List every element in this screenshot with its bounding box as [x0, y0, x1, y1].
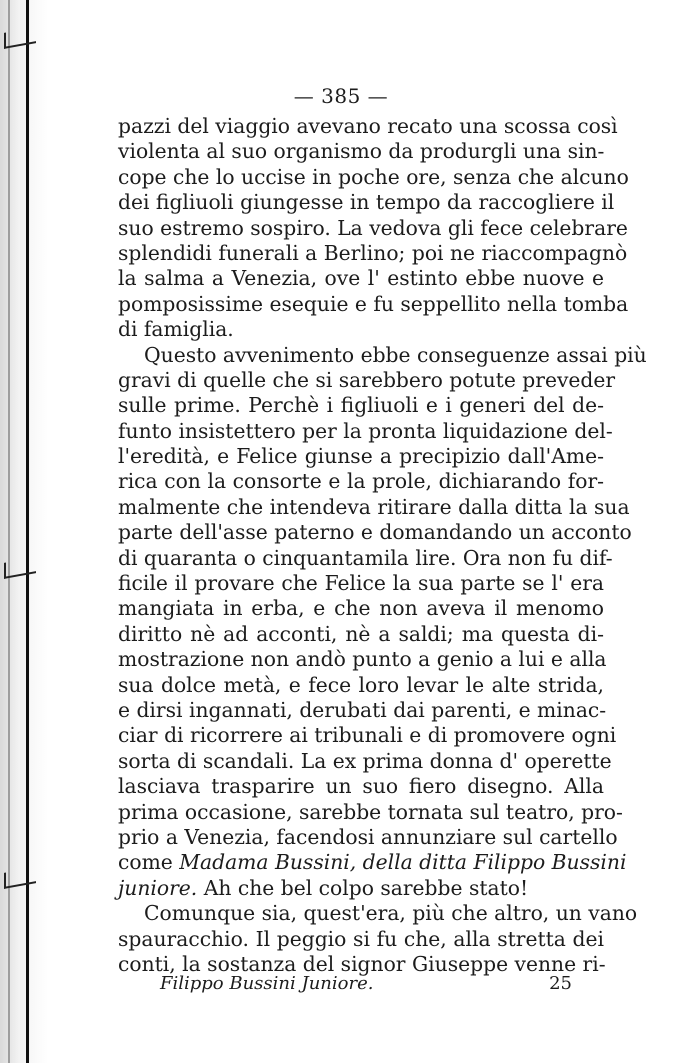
text-line: cope che lo uccise in poche ore, senza che alcuno [118, 164, 629, 189]
text-line: violenta al suo organismo da produrgli una sin- [118, 139, 605, 164]
text-line: Questo avvenimento ebbe conseguenze assai più [144, 342, 647, 367]
italic-title: juniore. [118, 875, 198, 900]
page-footer [160, 973, 572, 994]
text-line: ciar di ricorrere ai tribunali e di promovere ogni [118, 723, 617, 748]
signature-mark: 25 [549, 973, 572, 994]
text-line: di famiglia. [118, 317, 234, 342]
text-line: Comunque sia, quest'era, più che altro, un vano [144, 901, 638, 926]
text-line: pazzi del viaggio avevano recato una scossa così [118, 114, 618, 138]
running-title: Filippo Bussini Juniore. [160, 973, 374, 994]
text-line: di quaranta o cinquantamila lire. Ora non fu dif- [118, 545, 613, 570]
text-line: spauracchio. Il peggio si fu che, alla stretta dei [118, 926, 604, 951]
page-number: — 385 — [293, 84, 389, 108]
text-line: splendidi funerali a Berlino; poi ne riaccompagnò [118, 240, 628, 265]
text-line: parte dell'asse paterno e domandando un acconto [118, 520, 632, 545]
text-line: juniore. Ah che bel colpo sarebbe stato! [118, 875, 529, 900]
text-line: malmente che intendeva ritirare dalla ditta la sua [118, 494, 630, 519]
text-line: conti, la sostanza del signor Giuseppe venne ri- [118, 951, 606, 976]
body-text [118, 114, 647, 977]
text-line: e dirsi ingannati, derubati dai parenti, e minac- [118, 697, 607, 722]
text-line: funto insistettero per la pronta liquidazione del- [118, 418, 613, 443]
text-line: ficile il provare che Felice la sua parte se l' era [118, 571, 604, 596]
text-line: dei figliuoli giungesse in tempo da raccogliere il [118, 190, 615, 215]
text-line: gravi di quelle che si sarebbero potute preveder [118, 367, 616, 392]
binding-edge [8, 0, 10, 1063]
text-line: sulle prime. Perchè i figliuoli e i generi del de- [118, 393, 604, 418]
text-line: suo estremo sospiro. La vedova gli fece celebrare [118, 215, 628, 240]
text-line: mostrazione non andò punto a genio a lui e alla [118, 647, 607, 672]
text-line: diritto nè ad acconti, nè a saldi; ma questa di- [118, 621, 604, 646]
binding-line [26, 0, 29, 1063]
italic-title: Madama Bussini, della ditta Filippo Bussini [179, 850, 627, 875]
text-line: lasciava trasparire un suo fiero disegno. Alla [118, 774, 604, 799]
text-line: sua dolce metà, e fece loro levar le alte strida, [118, 672, 604, 697]
text-line: sorta di scandali. La ex prima donna d' operette [118, 748, 612, 773]
text-line: pomposissime esequie e fu seppellito nella tomba [118, 291, 629, 316]
text-line: rica con la consorte e la prole, dichiarando for- [118, 469, 604, 494]
text-line: la salma a Venezia, ove l' estinto ebbe nuove e [118, 266, 604, 291]
text-line: prima occasione, sarebbe tornata sul teatro, pro- [118, 799, 623, 824]
text-line: mangiata in erba, e che non aveva il menomo [118, 596, 604, 621]
text-line: prio a Venezia, facendosi annunziare sul cartello [118, 824, 618, 849]
text-line: l'eredità, e Felice giunse a precipizio dall'Ame- [118, 444, 604, 469]
text-line: come Madama Bussini, della ditta Filippo Bussini [118, 850, 627, 875]
